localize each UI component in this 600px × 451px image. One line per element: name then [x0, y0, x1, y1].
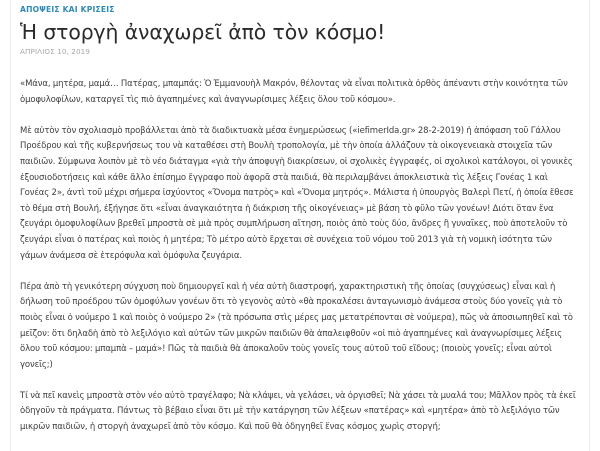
article-paragraph-3: Πέρα ἀπὸ τὴ γενικότερη σύγχυση ποὺ δημιουργεῖ καὶ ἡ νέα αὐτὴ διαστροφή, χαρακτηριστικὴ τῆς ὁποίας (συγχύσεως) εἶναι καὶ ἡ δήλωση τοῦ προέδρου τῶν ὁμοφύλων γονέων ὅτι τὸ γεγονὸς αὐτὸ «θὰ προκαλέσει ἀνταγωνισμὸ ἀνάμεσα στοὺς δύο γονεῖς γιὰ τὸ ποιὸς εἶναι ὁ νούμερο 1 καὶ ποιὸς ὁ νούμερο 2» (τὰ πρόσωπα στὶς μέρες μας μετατρέπονται σὲ νούμερα), πῶς νὰ ἀποσιωπηθεῖ καὶ τὸ μεῖζον: ὅτι δηλαδὴ ἀπὸ τὸ λεξιλόγιο καὶ αὐτῶν τῶν μικρῶν παιδιῶν θὰ ἀπαλειφθοῦν «οἱ πιὸ ἀγαπημένες καὶ ἀναγνωρίσιμες λέξεις ὅλου τοῦ κόσμου: μπαμπὰ – μαμά»! Πῶς τὰ παιδιὰ θὰ ἀποκαλοῦν τοὺς γονεῖς τους αὐτοῦ τοῦ εἴδους; (ποιοὺς γονεῖς; εἶναι αὐτοὶ γονεῖς;)	[20, 281, 573, 370]
article-date: ΑΠΡΙΛΙΟΣ 10, 2019	[20, 47, 91, 56]
article-paragraph-2: Μὲ αὐτὸν τὸν σχολιασμὸ προβάλλεται ἀπὸ τὰ διαδικτυακὰ μέσα ἐνημερώσεως («iefimerIda.gr» 28-2-2019) ἡ ἀπόφαση τοῦ Γάλλου Προέδρου καὶ τῆς κυβερνήσεως του νὰ καταθέσει στὴ Βουλὴ τροπολογία, μὲ τὴν ὁποία ἀλλάζουν τὰ οἰκογενειακὰ στοιχεῖα τῶν παιδιῶν. Σύμφωνα λοιπὸν μὲ τὸ νέο διάταγμα «γιὰ τὴν ἀποφυγὴ διακρίσεων, οἱ σχολικὲς ἐγγραφές, οἱ σχολικοὶ κατάλογοι, οἱ γονικὲς ἐξουσιοδοτήσεις καὶ κάθε ἄλλο ἐπίσημο ἔγγραφο ποὺ ἀφορᾶ στὰ παιδιά, θὰ περιλαμβάνει ἀποκλειστικὰ τὶς λέξεις Γονέας 1 καὶ Γονέας 2», ἀντὶ τοῦ μέχρι σήμερα ἰσχύοντος «Ὄνομα πατρὸς» καὶ «Ὄνομα μητρός». Μάλιστα ἡ ὑπουργὸς Βαλερὶ Πετί, ἡ ὁποία ἔθεσε τὸ θέμα στὴ Βουλή, ἐξήγησε ὅτι «εἶναι ἀναγκαιότητα ἡ διάκριση τῆς οἰκογένειας» μὲ βάση τὸ φῦλο τῶν γονέων! Διότι ὅταν ἕνα ζευγάρι ὁμοφυλοφίλων βρεθεῖ μπροστὰ σὲ μιὰ πρὸς συμπλήρωση αἴτηση, ποιὸς ἀπὸ τοὺς δύο, ἄνδρες ἢ γυναῖκες, ποὺ ἀποτελοῦν τὸ ζευγάρι εἶναι ὁ πατέρας καὶ ποιὸς ἡ μητέρα; Τὸ μέτρο αὐτὸ ἔρχεται σὲ συνέχεια τοῦ νόμου τοῦ 2013 γιὰ τὴ νομικὴ ἰσότητα τῶν γάμων ἀνάμεσα σὲ ἑτερόφυλα καὶ ὁμόφυλα ζευγάρια.	[20, 125, 574, 261]
article-paragraph-4: Τί νὰ πεῖ κανεὶς μπροστὰ στὸν νέο αὐτὸ τραγέλαφο; Νὰ κλάψει, νὰ γελάσει, νὰ ὀργισθεῖ; Νὰ χάσει τὰ μυαλά του; Μᾶλλον πρὸς τὰ ἐκεῖ ὁδηγοῦν τὰ πράγματα. Πάντως τὸ βέβαιο εἶναι ὅτι μὲ τὴν κατάργηση τῶν λέξεων «πατέρας» καὶ «μητέρα» ἀπὸ τὸ λεξιλόγιο τῶν μικρῶν παιδιῶν, ἡ στοργὴ ἀναχωρεῖ ἀπὸ τὸν κόσμο. Καὶ ποῦ θὰ ὁδηγηθεῖ ἕνας κόσμος χωρὶς στοργή;	[20, 390, 576, 433]
article-title: Ἡ στοργὴ ἀναχωρεῖ ἀπὸ τὸν κόσμο!	[20, 20, 386, 44]
article	[20, 4, 578, 451]
article-category-link[interactable]: ΑΠΟΨΕΙΣ ΚΑΙ ΚΡΙΣΕΙΣ	[20, 5, 115, 14]
article-paragraph-1: «Μάνα, μητέρα, μαμά… Πατέρας, μπαμπάς: Ὁ Ἐμμανουὴλ Μακρόν, θέλοντας νὰ εἶναι πολιτικὰ ὀρθὸς ἀπέναντι στὴν κοινότητα τῶν ὁμοφυλοφίλων, καταργεῖ τὶς πιὸ ἀγαπημένες καὶ ἀναγνωρίσιμες λέξεις ὅλου τοῦ κόσμου».	[20, 79, 568, 105]
article-body	[20, 77, 578, 436]
